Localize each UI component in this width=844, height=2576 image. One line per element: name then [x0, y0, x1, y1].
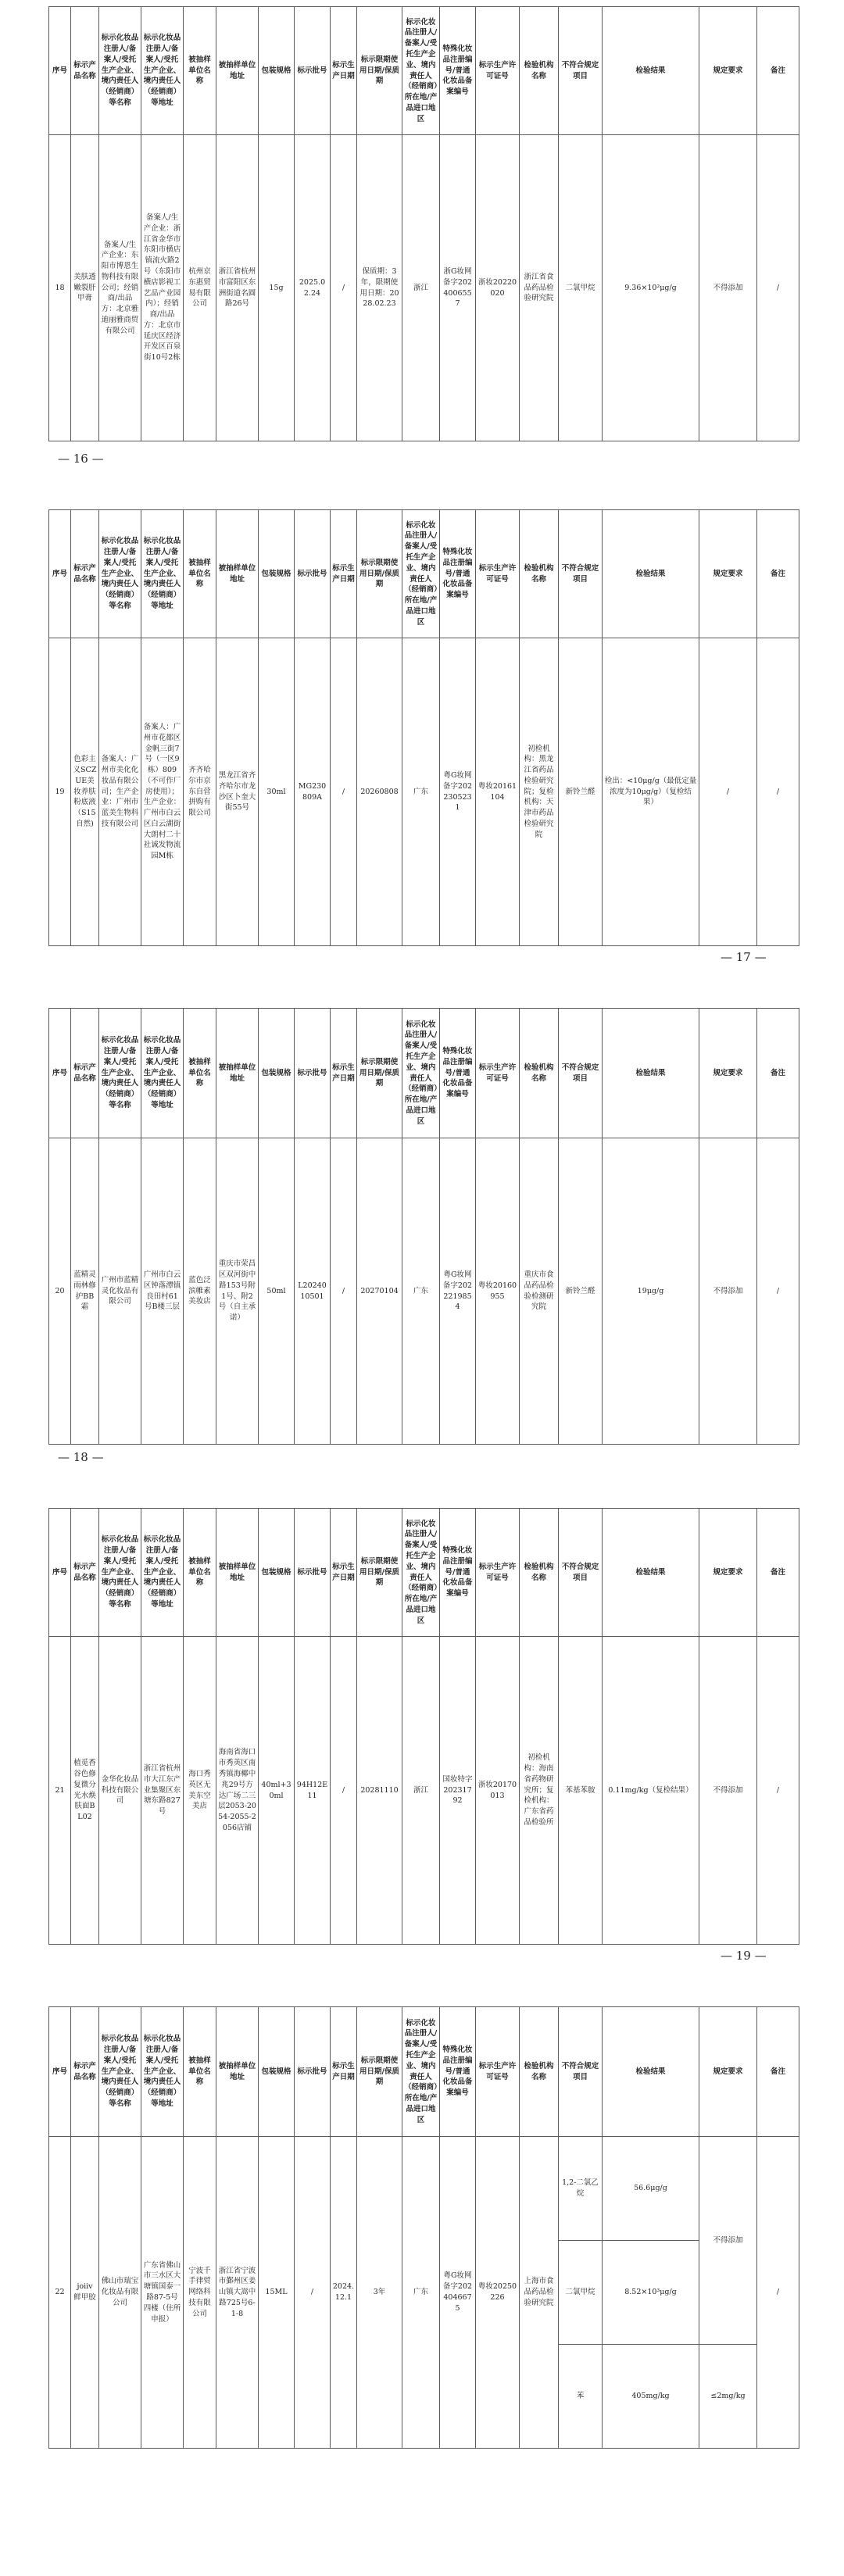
column-header-lab-name: 检验机构名称 — [520, 510, 559, 638]
column-header-company-name: 标示化妆品注册人/备案人/受托生产企业、境内责任人（经销商）等名称 — [99, 7, 141, 135]
column-header-requirement: 规定要求 — [699, 1009, 757, 1138]
column-header-company-address: 标示化妆品注册人/备案人/受托生产企业、境内责任人（经销商）等地址 — [141, 7, 184, 135]
sampled-unit: 宁波千手律贸网络科技有限公司 — [184, 2137, 216, 2449]
column-header-company-address: 标示化妆品注册人/备案人/受托生产企业、境内责任人（经销商）等地址 — [141, 1009, 184, 1138]
requirement: 不得添加 — [699, 1637, 757, 1945]
page-number: — 16 — — [58, 452, 104, 466]
test-result: 56.6μg/g — [603, 2137, 699, 2241]
table-row — [49, 135, 799, 441]
column-header-package-spec: 包装规格 — [259, 7, 295, 135]
lab-name: 浙江省食品药品检验研究院 — [520, 135, 559, 441]
column-header-sampled-unit: 被抽样单位名称 — [184, 510, 216, 638]
table-header-row — [49, 1009, 799, 1138]
column-header-test-result: 检验结果 — [603, 510, 699, 638]
package-spec: 15g — [259, 135, 295, 441]
production-date: / — [331, 1138, 357, 1445]
failed-item: 苯 — [559, 2345, 603, 2449]
batch-number: 94H12E11 — [295, 1637, 331, 1945]
column-header-company-address: 标示化妆品注册人/备案人/受托生产企业、境内责任人（经销商）等地址 — [141, 510, 184, 638]
row-number: 19 — [49, 638, 71, 946]
column-header-failed-item: 不符合规定项目 — [559, 510, 603, 638]
requirement: 不得添加 — [699, 135, 757, 441]
company-name: 广州市蓝精灵化妆品有限公司 — [99, 1138, 141, 1445]
column-header-requirement: 规定要求 — [699, 510, 757, 638]
sampled-unit-address: 海南省海口市秀英区南秀镇海椰中兆29号方达广场二三层2053-2054-2055-2056店铺 — [216, 1637, 259, 1945]
note: / — [757, 638, 799, 946]
column-header-sampled-unit: 被抽样单位名称 — [184, 7, 216, 135]
column-header-note: 备注 — [757, 510, 799, 638]
column-header-registration-number: 特殊化妆品注册编号/普通化妆品备案编号 — [440, 1009, 476, 1138]
requirement: 不得添加 — [699, 2137, 757, 2345]
column-header-production-date: 标示生产日期 — [331, 7, 357, 135]
expiry-date: 20270104 — [357, 1138, 402, 1445]
company-address: 广州市白云区钟落潭镇良田村61号B楼三层 — [141, 1138, 184, 1445]
package-spec: 50ml — [259, 1138, 295, 1445]
test-result: 8.52×10³μg/g — [603, 2241, 699, 2345]
test-result: 检出：<10μg/g（最低定量浓度为10μg/g）（复检结果） — [603, 638, 699, 946]
table-row — [49, 638, 799, 946]
column-header-production-date: 标示生产日期 — [331, 510, 357, 638]
expiry-date: 20260808 — [357, 638, 402, 946]
failed-item: 苯基苯胺 — [559, 1637, 603, 1945]
table-row — [49, 1138, 799, 1445]
package-spec: 40ml+30ml — [259, 1637, 295, 1945]
product-name: 蓝精灵雨林修护BB霜 — [71, 1138, 99, 1445]
row-number: 21 — [49, 1637, 71, 1945]
license-number: 浙妆20220020 — [476, 135, 520, 441]
column-header-sampled-unit-address: 被抽样单位地址 — [216, 7, 259, 135]
column-header-test-result: 检验结果 — [603, 1009, 699, 1138]
company-name: 金华化妆品科技有限公司 — [99, 1637, 141, 1945]
column-header-region: 标示化妆品注册人/备案人/受托生产企业、境内责任人（经销商）所在地/产品进口地区 — [402, 510, 440, 638]
column-header-package-spec: 包装规格 — [259, 1509, 295, 1637]
test-result: 0.11mg/kg（复检结果） — [603, 1637, 699, 1945]
column-header-license-number: 标示生产许可证号 — [476, 2007, 520, 2137]
column-header-failed-item: 不符合规定项目 — [559, 1009, 603, 1138]
column-header-license-number: 标示生产许可证号 — [476, 7, 520, 135]
page-number: — 17 — — [721, 950, 767, 964]
column-header-region: 标示化妆品注册人/备案人/受托生产企业、境内责任人（经销商）所在地/产品进口地区 — [402, 1009, 440, 1138]
column-header-lab-name: 检验机构名称 — [520, 2007, 559, 2137]
note: / — [757, 135, 799, 441]
sampled-unit: 齐齐哈尔市京东自营拼购有限公司 — [184, 638, 216, 946]
page-number: — 19 — — [721, 1949, 767, 1963]
results-table — [48, 2006, 799, 2449]
column-header-production-date: 标示生产日期 — [331, 2007, 357, 2137]
production-date: 2024.12.1 — [331, 2137, 357, 2449]
column-header-note: 备注 — [757, 1009, 799, 1138]
column-header-test-result: 检验结果 — [603, 7, 699, 135]
product-name: 植觅香谷色修复微分光水焕肤面BL02 — [71, 1637, 99, 1945]
column-header-sampled-unit: 被抽样单位名称 — [184, 2007, 216, 2137]
package-spec: 30ml — [259, 638, 295, 946]
column-header-sampled-unit-address: 被抽样单位地址 — [216, 1509, 259, 1637]
column-header-row-number: 序号 — [49, 1009, 71, 1138]
column-header-company-name: 标示化妆品注册人/备案人/受托生产企业、境内责任人（经销商）等名称 — [99, 2007, 141, 2137]
production-date: / — [331, 638, 357, 946]
column-header-company-name: 标示化妆品注册人/备案人/受托生产企业、境内责任人（经销商）等名称 — [99, 510, 141, 638]
region: 广东 — [402, 638, 440, 946]
product-name: 色彩主义SCZUE美妆养肤粉底液（S15自然) — [71, 638, 99, 946]
company-name: 备案人：广州市美化化妆品有限公司；生产企业：广州市蓝美生物科技有限公司 — [99, 638, 141, 946]
table-row — [49, 2137, 799, 2241]
row-number: 18 — [49, 135, 71, 441]
note: / — [757, 2137, 799, 2449]
failed-item: 1,2-二氯乙烷 — [559, 2137, 603, 2241]
column-header-registration-number: 特殊化妆品注册编号/普通化妆品备案编号 — [440, 7, 476, 135]
license-number: 浙妆20170013 — [476, 1637, 520, 1945]
expiry-date: 保质期：3年，限期使用日期：2028.02.23 — [357, 135, 402, 441]
sampled-unit-address: 重庆市荣昌区双河街中路153号附1号、附2号（自主承诺） — [216, 1138, 259, 1445]
page-number: — 18 — — [58, 1450, 104, 1464]
column-header-company-address: 标示化妆品注册人/备案人/受托生产企业、境内责任人（经销商）等地址 — [141, 1509, 184, 1637]
sampled-unit: 蓝色泛滨帷素美妆店 — [184, 1138, 216, 1445]
test-result: 9.36×10²μg/g — [603, 135, 699, 441]
production-date: / — [331, 135, 357, 441]
column-header-production-date: 标示生产日期 — [331, 1009, 357, 1138]
failed-item: 二氯甲烷 — [559, 135, 603, 441]
test-result: 405mg/kg — [603, 2345, 699, 2449]
column-header-product-name: 标示产品名称 — [71, 1009, 99, 1138]
column-header-failed-item: 不符合规定项目 — [559, 1509, 603, 1637]
column-header-sampled-unit-address: 被抽样单位地址 — [216, 1009, 259, 1138]
company-name: 备案人/生产企业：东阳市博恩生物科技有限公司；经销商/出品方：北京雅迪丽雅商贸有限公司 — [99, 135, 141, 441]
column-header-sampled-unit: 被抽样单位名称 — [184, 1509, 216, 1637]
column-header-row-number: 序号 — [49, 1509, 71, 1637]
column-header-row-number: 序号 — [49, 510, 71, 638]
column-header-registration-number: 特殊化妆品注册编号/普通化妆品备案编号 — [440, 2007, 476, 2137]
table-header-row — [49, 7, 799, 135]
product-name: 美肤透嫩裂肝甲膏 — [71, 135, 99, 441]
region: 浙江 — [402, 135, 440, 441]
lab-name: 重庆市食品药品检验检测研究院 — [520, 1138, 559, 1445]
results-table — [48, 1508, 799, 1945]
failed-item: 新铃兰醛 — [559, 1138, 603, 1445]
column-header-region: 标示化妆品注册人/备案人/受托生产企业、境内责任人（经销商）所在地/产品进口地区 — [402, 7, 440, 135]
column-header-lab-name: 检验机构名称 — [520, 1009, 559, 1138]
region: 广东 — [402, 2137, 440, 2449]
region: 广东 — [402, 1138, 440, 1445]
column-header-batch-number: 标示批号 — [295, 1009, 331, 1138]
column-header-license-number: 标示生产许可证号 — [476, 510, 520, 638]
column-header-expiry-date: 标示限期使用日期/保质期 — [357, 2007, 402, 2137]
company-name: 佛山市瑞宝化妆品有限公司 — [99, 2137, 141, 2449]
requirement: / — [699, 638, 757, 946]
column-header-expiry-date: 标示限期使用日期/保质期 — [357, 7, 402, 135]
batch-number: MG230809A — [295, 638, 331, 946]
table-header-row — [49, 510, 799, 638]
results-table — [48, 509, 799, 946]
column-header-region: 标示化妆品注册人/备案人/受托生产企业、境内责任人（经销商）所在地/产品进口地区 — [402, 2007, 440, 2137]
batch-number: L2024010501 — [295, 1138, 331, 1445]
column-header-company-address: 标示化妆品注册人/备案人/受托生产企业、境内责任人（经销商）等地址 — [141, 2007, 184, 2137]
registration-number: 浙G妆网备字2024006557 — [440, 135, 476, 441]
expiry-date: 3年 — [357, 2137, 402, 2449]
column-header-failed-item: 不符合规定项目 — [559, 7, 603, 135]
license-number: 粤妆20160955 — [476, 1138, 520, 1445]
column-header-failed-item: 不符合规定项目 — [559, 2007, 603, 2137]
column-header-registration-number: 特殊化妆品注册编号/普通化妆品备案编号 — [440, 510, 476, 638]
requirement: 不得添加 — [699, 1138, 757, 1445]
column-header-batch-number: 标示批号 — [295, 1509, 331, 1637]
company-address: 广东省佛山市三水区大塘镇国泰一路87-5号四楼（住所申报） — [141, 2137, 184, 2449]
registration-number: 粤G妆网备字2022219854 — [440, 1138, 476, 1445]
production-date: / — [331, 1637, 357, 1945]
column-header-registration-number: 特殊化妆品注册编号/普通化妆品备案编号 — [440, 1509, 476, 1637]
column-header-license-number: 标示生产许可证号 — [476, 1509, 520, 1637]
package-spec: 15ML — [259, 2137, 295, 2449]
column-header-product-name: 标示产品名称 — [71, 2007, 99, 2137]
column-header-lab-name: 检验机构名称 — [520, 7, 559, 135]
column-header-requirement: 规定要求 — [699, 2007, 757, 2137]
registration-number: 粤G妆网备字2022305231 — [440, 638, 476, 946]
sampled-unit-address: 浙江省宁波市鄞州区姜山镇大嵩中路725号6-1-8 — [216, 2137, 259, 2449]
sampled-unit-address: 浙江省杭州市富阳区东洲街道名圆路26号 — [216, 135, 259, 441]
column-header-test-result: 检验结果 — [603, 1509, 699, 1637]
column-header-license-number: 标示生产许可证号 — [476, 1009, 520, 1138]
company-address: 备案人/生产企业：浙江省金华市东阳市横店镇流火路2号（东阳市横店影视工艺品产业园内）；经销商/出品方：北京市延庆区经济开发区百泉街10号2栋 — [141, 135, 184, 441]
column-header-note: 备注 — [757, 7, 799, 135]
column-header-row-number: 序号 — [49, 7, 71, 135]
table-header-row — [49, 2007, 799, 2137]
company-address: 浙江省杭州市大江东产业集聚区东塘东路827号 — [141, 1637, 184, 1945]
column-header-requirement: 规定要求 — [699, 7, 757, 135]
column-header-expiry-date: 标示限期使用日期/保质期 — [357, 1509, 402, 1637]
column-header-sampled-unit-address: 被抽样单位地址 — [216, 2007, 259, 2137]
column-header-note: 备注 — [757, 1509, 799, 1637]
column-header-production-date: 标示生产日期 — [331, 1509, 357, 1637]
product-name: joiiv 鲜甲胶 — [71, 2137, 99, 2449]
note: / — [757, 1637, 799, 1945]
column-header-product-name: 标示产品名称 — [71, 510, 99, 638]
column-header-company-name: 标示化妆品注册人/备案人/受托生产企业、境内责任人（经销商）等名称 — [99, 1009, 141, 1138]
requirement: ≤2mg/kg — [699, 2345, 757, 2449]
lab-name: 初检机构：黑龙江省药品检验研究院；复检机构：天津市药品检验研究院 — [520, 638, 559, 946]
lab-name: 初检机构：海南省药物研究所；复检机构：广东省药品检验所 — [520, 1637, 559, 1945]
column-header-package-spec: 包装规格 — [259, 1009, 295, 1138]
failed-item: 二氯甲烷 — [559, 2241, 603, 2345]
table-header-row — [49, 1509, 799, 1637]
column-header-company-name: 标示化妆品注册人/备案人/受托生产企业、境内责任人（经销商）等名称 — [99, 1509, 141, 1637]
column-header-expiry-date: 标示限期使用日期/保质期 — [357, 1009, 402, 1138]
column-header-test-result: 检验结果 — [603, 2007, 699, 2137]
results-table — [48, 1008, 799, 1445]
column-header-lab-name: 检验机构名称 — [520, 1509, 559, 1637]
sampled-unit: 杭州京东惠贸易有限公司 — [184, 135, 216, 441]
expiry-date: 20281110 — [357, 1637, 402, 1945]
column-header-sampled-unit-address: 被抽样单位地址 — [216, 510, 259, 638]
table-row — [49, 1637, 799, 1945]
license-number: 粤妆20250226 — [476, 2137, 520, 2449]
sampled-unit-address: 黑龙江省齐齐哈尔市龙沙区卜奎大街55号 — [216, 638, 259, 946]
column-header-batch-number: 标示批号 — [295, 510, 331, 638]
column-header-row-number: 序号 — [49, 2007, 71, 2137]
column-header-sampled-unit: 被抽样单位名称 — [184, 1009, 216, 1138]
batch-number: 2025.02.24 — [295, 135, 331, 441]
column-header-package-spec: 包装规格 — [259, 2007, 295, 2137]
region: 浙江 — [402, 1637, 440, 1945]
registration-number: 粤G妆网备字2024046675 — [440, 2137, 476, 2449]
sampled-unit: 海口秀英区无美东空美店 — [184, 1637, 216, 1945]
column-header-package-spec: 包装规格 — [259, 510, 295, 638]
license-number: 粤妆20161104 — [476, 638, 520, 946]
results-table — [48, 6, 799, 441]
test-result: 19μg/g — [603, 1138, 699, 1445]
company-address: 备案人：广州市花都区金帆三街7号（一区9栋）809（不可作厂房使用）；生产企业：广州市白云区白云湖街大朗村二十社诚发物流园M栋 — [141, 638, 184, 946]
column-header-requirement: 规定要求 — [699, 1509, 757, 1637]
column-header-batch-number: 标示批号 — [295, 7, 331, 135]
column-header-note: 备注 — [757, 2007, 799, 2137]
registration-number: 国妆特字20231792 — [440, 1637, 476, 1945]
note: / — [757, 1138, 799, 1445]
column-header-product-name: 标示产品名称 — [71, 1509, 99, 1637]
column-header-batch-number: 标示批号 — [295, 2007, 331, 2137]
row-number: 22 — [49, 2137, 71, 2449]
row-number: 20 — [49, 1138, 71, 1445]
failed-item: 新铃兰醛 — [559, 638, 603, 946]
column-header-expiry-date: 标示限期使用日期/保质期 — [357, 510, 402, 638]
batch-number: / — [295, 2137, 331, 2449]
column-header-product-name: 标示产品名称 — [71, 7, 99, 135]
column-header-region: 标示化妆品注册人/备案人/受托生产企业、境内责任人（经销商）所在地/产品进口地区 — [402, 1509, 440, 1637]
lab-name: 上海市食品药品检验研究院 — [520, 2137, 559, 2449]
